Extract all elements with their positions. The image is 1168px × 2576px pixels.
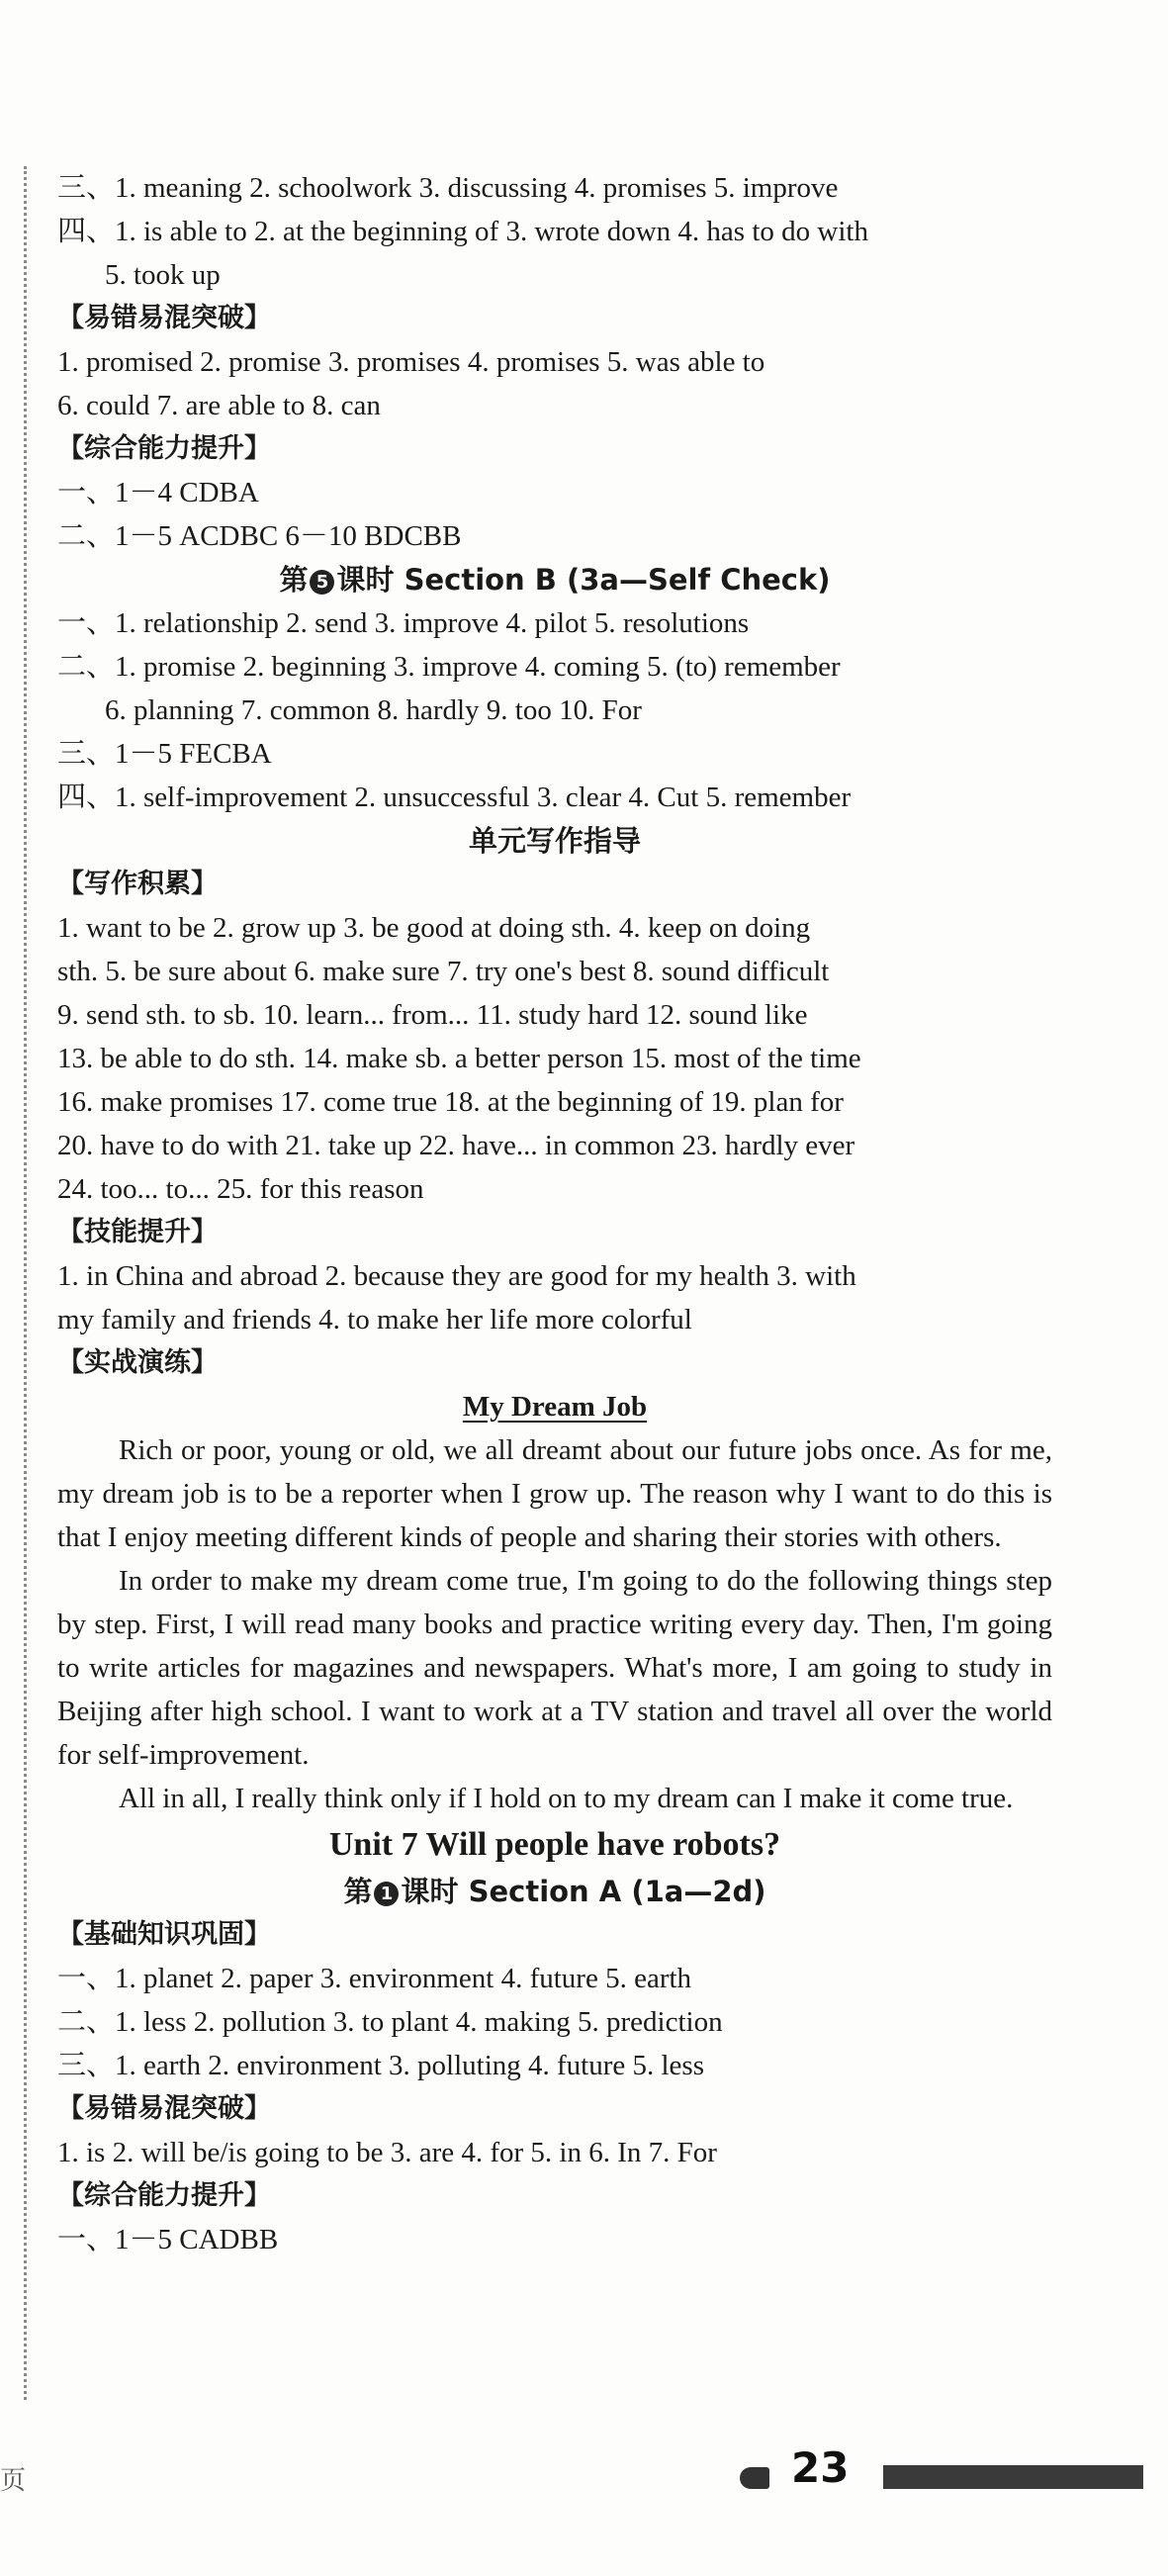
section-heading: 【基础知识巩固】 [57, 1919, 271, 1950]
answer-line: 13. be able to do sth. 14. make sb. a better person 15. most of the time [57, 1043, 861, 1074]
answer-line: 1. promised 2. promise 3. promises 4. promises 5. was able to [57, 346, 765, 378]
essay-paragraph: In order to make my dream come true, I'm going to do the following things step by step. First, I will read many books and practice writing every day. Then, I'm going to write articles for magazines and newspapers. What's more, I am going to study in Beijing after high school. I want to work at a TV station and travel all over the world for self-improvement. [57, 1565, 1052, 1771]
writing-guide-title: 单元写作指导 [468, 824, 641, 858]
section-heading: 【综合能力提升】 [57, 2180, 271, 2211]
answer-line: 一、1. planet 2. paper 3. environment 4. future 5. earth [57, 1963, 692, 1994]
answer-line: 四、1. is able to 2. at the beginning of 3. wrote down 4. has to do with [57, 216, 868, 247]
answer-line: 24. too... to... 25. for this reason [57, 1173, 424, 1205]
section-heading: 【综合能力提升】 [57, 433, 271, 464]
footer-bar [883, 2465, 1143, 2489]
section-heading: 【易错易混突破】 [57, 2093, 271, 2124]
answer-line: 二、1－5 ACDBC 6－10 BDCBB [57, 520, 462, 552]
essay-paragraph: Rich or poor, young or old, we all dreamt about our future jobs once. As for me, my dream job is to be a reporter when I grow up. The reason why I want to do this is that I enjoy meeting different kinds of people and sharing their stories with others. [57, 1434, 1052, 1553]
section-heading: 【易错易混突破】 [57, 303, 271, 333]
answer-line: 二、1. less 2. pollution 3. to plant 4. making 5. prediction [57, 2006, 723, 2038]
essay-paragraph: All in all, I really think only if I hold on to my dream can I make it come true. [119, 1783, 1014, 1814]
answer-line: 1. in China and abroad 2. because they are good for my health 3. with [57, 1260, 856, 1292]
answer-line: 四、1. self-improvement 2. unsuccessful 3. clear 4. Cut 5. remember [57, 782, 852, 813]
answer-line: 6. planning 7. common 8. hardly 9. too 10. For [105, 694, 642, 726]
answer-line: 9. send sth. to sb. 10. learn... from... 11. study hard 12. sound like [57, 999, 808, 1031]
footer-pill-mark [740, 2467, 769, 2489]
answer-line: sth. 5. be sure about 6. make sure 7. try one's best 8. sound difficult [57, 956, 830, 987]
answer-line: 三、1－5 FECBA [57, 738, 272, 770]
essay-title: My Dream Job [462, 1391, 648, 1423]
footer-page-glyph: 页 [0, 2466, 27, 2496]
page-number: 23 [791, 2443, 850, 2492]
lesson-title [57, 1870, 1052, 1913]
answer-line: 6. could 7. are able to 8. can [57, 390, 381, 421]
section-heading: 【写作积累】 [57, 869, 218, 899]
answer-line: 一、1－5 CADBB [57, 2224, 279, 2255]
answer-line: 5. took up [105, 259, 221, 291]
answer-line: my family and friends 4. to make her life more colorful [57, 1304, 692, 1335]
lesson-title-text: 课时 Section B (3a—Self Check) [336, 563, 831, 597]
answer-content [57, 166, 1052, 2261]
answer-line: 三、1. earth 2. environment 3. polluting 4. future 5. less [57, 2050, 705, 2081]
answer-line: 16. make promises 17. come true 18. at the beginning of 19. plan for [57, 1086, 844, 1118]
answer-line: 1. is 2. will be/is going to be 3. are 4. for 5. in 6. In 7. For [57, 2137, 717, 2168]
binding-dotted-line [24, 166, 27, 2400]
answer-line: 20. have to do with 21. take up 22. have... in common 23. hardly ever [57, 1130, 855, 1161]
lesson-title [57, 558, 1052, 601]
lesson-number-badge: 1 [374, 1882, 399, 1906]
answer-line: 一、1. relationship 2. send 3. improve 4. pilot 5. resolutions [57, 607, 750, 639]
essay-body [57, 1428, 1052, 1820]
lesson-prefix: 第 [279, 563, 309, 597]
answer-line: 三、1. meaning 2. schoolwork 3. discussing 4. promises 5. improve [57, 172, 839, 204]
lesson-title-text: 课时 Section A (1a—2d) [401, 1875, 766, 1908]
lesson-prefix: 第 [343, 1875, 373, 1908]
unit-title: Unit 7 Will people have robots? [328, 1826, 781, 1863]
lesson-number-badge: 5 [310, 570, 334, 595]
answer-line: 二、1. promise 2. beginning 3. improve 4. coming 5. (to) remember [57, 651, 841, 683]
answer-line: 1. want to be 2. grow up 3. be good at doing sth. 4. keep on doing [57, 912, 811, 944]
answer-line: 一、1－4 CDBA [57, 477, 259, 508]
section-heading: 【实战演练】 [57, 1347, 218, 1378]
section-heading: 【技能提升】 [57, 1217, 218, 1247]
